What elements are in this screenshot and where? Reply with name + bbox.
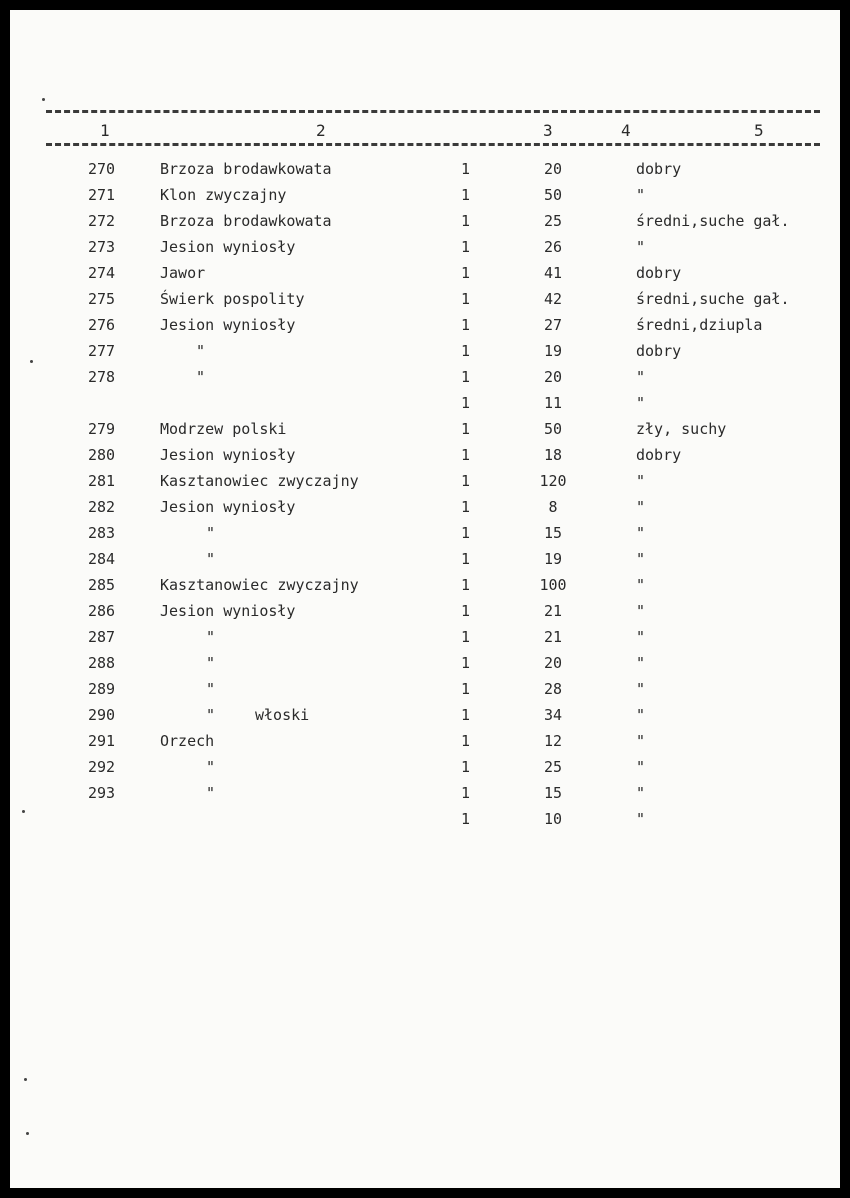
quantity: 1 [461, 290, 471, 308]
row-number: 292 [88, 758, 116, 776]
circumference: 28 [543, 680, 563, 698]
condition: " [636, 654, 646, 672]
quantity: 1 [461, 706, 471, 724]
quantity: 1 [461, 160, 471, 178]
circumference: 8 [548, 498, 558, 516]
table-row [10, 654, 840, 680]
species-name: Brzoza brodawkowata [160, 212, 332, 230]
species-name: " [206, 654, 216, 672]
circumference: 50 [543, 186, 563, 204]
row-number: 270 [88, 160, 116, 178]
circumference: 20 [543, 654, 563, 672]
scan-speck [30, 360, 33, 363]
quantity: 1 [461, 472, 471, 490]
column-number-3: 3 [540, 121, 556, 140]
table-row [10, 498, 840, 524]
condition: " [636, 810, 646, 828]
condition: " [636, 238, 646, 256]
species-name: " [206, 784, 216, 802]
quantity: 1 [461, 524, 471, 542]
column-number-5: 5 [751, 121, 767, 140]
table-row [10, 368, 840, 394]
row-number: 274 [88, 264, 116, 282]
quantity: 1 [461, 238, 471, 256]
species-name: " [206, 628, 216, 646]
row-number: 285 [88, 576, 116, 594]
quantity: 1 [461, 810, 471, 828]
species-name: Jawor [160, 264, 206, 282]
row-number: 282 [88, 498, 116, 516]
table-row [10, 550, 840, 576]
row-number: 276 [88, 316, 116, 334]
row-number: 293 [88, 784, 116, 802]
document-page [10, 10, 840, 1188]
circumference: 26 [543, 238, 563, 256]
condition: " [636, 602, 646, 620]
circumference: 20 [543, 368, 563, 386]
row-number: 279 [88, 420, 116, 438]
circumference: 20 [543, 160, 563, 178]
condition: " [636, 706, 646, 724]
quantity: 1 [461, 550, 471, 568]
species-name: Modrzew polski [160, 420, 287, 438]
condition: dobry [636, 160, 682, 178]
condition: " [636, 550, 646, 568]
circumference: 120 [539, 472, 567, 490]
table-row [10, 576, 840, 602]
circumference: 21 [543, 602, 563, 620]
row-number: 277 [88, 342, 116, 360]
condition: " [636, 680, 646, 698]
species-name: " [206, 758, 216, 776]
table-row [10, 420, 840, 446]
condition: " [636, 628, 646, 646]
quantity: 1 [461, 576, 471, 594]
circumference: 15 [543, 524, 563, 542]
scan-speck [22, 810, 25, 813]
table-row [10, 732, 840, 758]
table-row [10, 394, 840, 420]
table-row [10, 628, 840, 654]
species-name: " [206, 706, 216, 724]
condition: " [636, 732, 646, 750]
condition: " [636, 524, 646, 542]
quantity: 1 [461, 264, 471, 282]
quantity: 1 [461, 342, 471, 360]
condition: " [636, 758, 646, 776]
scan-speck [26, 1132, 29, 1135]
species-name: Brzoza brodawkowata [160, 160, 332, 178]
condition: " [636, 368, 646, 386]
row-number: 286 [88, 602, 116, 620]
quantity: 1 [461, 316, 471, 334]
condition: " [636, 472, 646, 490]
condition: " [636, 394, 646, 412]
species-name: Jesion wyniosły [160, 316, 296, 334]
condition: zły, suchy [636, 420, 727, 438]
circumference: 50 [543, 420, 563, 438]
table-row [10, 810, 840, 836]
table-row [10, 758, 840, 784]
species-name: Kasztanowiec zwyczajny [160, 576, 359, 594]
quantity: 1 [461, 420, 471, 438]
species-name: Świerk pospolity [160, 290, 305, 308]
table-row [10, 264, 840, 290]
circumference: 19 [543, 550, 563, 568]
quantity: 1 [461, 680, 471, 698]
circumference: 25 [543, 212, 563, 230]
table-row [10, 316, 840, 342]
quantity: 1 [461, 784, 471, 802]
circumference: 18 [543, 446, 563, 464]
row-number: 289 [88, 680, 116, 698]
condition: średni,suche gał. [636, 212, 790, 230]
quantity: 1 [461, 446, 471, 464]
row-number: 284 [88, 550, 116, 568]
condition: " [636, 784, 646, 802]
circumference: 25 [543, 758, 563, 776]
row-number: 281 [88, 472, 116, 490]
species-name: Jesion wyniosły [160, 446, 296, 464]
table-row [10, 212, 840, 238]
quantity: 1 [461, 212, 471, 230]
table-row [10, 472, 840, 498]
row-number: 275 [88, 290, 116, 308]
species-name: " [196, 368, 206, 386]
species-name: Jesion wyniosły [160, 238, 296, 256]
table-row [10, 680, 840, 706]
quantity: 1 [461, 394, 471, 412]
quantity: 1 [461, 186, 471, 204]
species-name: " [206, 680, 216, 698]
row-number: 291 [88, 732, 116, 750]
quantity: 1 [461, 758, 471, 776]
quantity: 1 [461, 602, 471, 620]
species-name: Jesion wyniosły [160, 602, 296, 620]
species-name: " [196, 342, 206, 360]
row-number: 287 [88, 628, 116, 646]
condition: " [636, 186, 646, 204]
circumference: 19 [543, 342, 563, 360]
row-number: 273 [88, 238, 116, 256]
row-number: 278 [88, 368, 116, 386]
table-row [10, 186, 840, 212]
condition: " [636, 576, 646, 594]
condition: średni,suche gał. [636, 290, 790, 308]
condition: średni,dziupla [636, 316, 763, 334]
scan-speck [24, 1078, 27, 1081]
circumference: 21 [543, 628, 563, 646]
column-number-2: 2 [313, 121, 329, 140]
condition: " [636, 498, 646, 516]
species-name: Jesion wyniosły [160, 498, 296, 516]
table-row [10, 784, 840, 810]
species-name: " [206, 550, 216, 568]
circumference: 27 [543, 316, 563, 334]
table-row [10, 238, 840, 264]
condition: dobry [636, 446, 682, 464]
row-number: 283 [88, 524, 116, 542]
circumference: 10 [543, 810, 563, 828]
quantity: 1 [461, 628, 471, 646]
column-number-1: 1 [97, 121, 113, 140]
circumference: 11 [543, 394, 563, 412]
circumference: 12 [543, 732, 563, 750]
table-row [10, 290, 840, 316]
row-number: 280 [88, 446, 116, 464]
row-number: 288 [88, 654, 116, 672]
row-number: 271 [88, 186, 116, 204]
species-name-suffix: włoski [255, 706, 310, 724]
species-name: Kasztanowiec zwyczajny [160, 472, 359, 490]
table-row [10, 602, 840, 628]
circumference: 34 [543, 706, 563, 724]
circumference: 100 [539, 576, 567, 594]
species-name: Orzech [160, 732, 215, 750]
scan-speck [42, 98, 45, 101]
row-number: 272 [88, 212, 116, 230]
circumference: 41 [543, 264, 563, 282]
header-rule-bottom [46, 143, 820, 146]
table-row [10, 342, 840, 368]
row-number: 290 [88, 706, 116, 724]
quantity: 1 [461, 498, 471, 516]
table-row [10, 446, 840, 472]
circumference: 15 [543, 784, 563, 802]
condition: dobry [636, 264, 682, 282]
circumference: 42 [543, 290, 563, 308]
header-rule-top [46, 110, 820, 113]
species-name: " [206, 524, 216, 542]
species-name: Klon zwyczajny [160, 186, 287, 204]
table-row [10, 706, 840, 732]
condition: dobry [636, 342, 682, 360]
table-row [10, 524, 840, 550]
quantity: 1 [461, 368, 471, 386]
table-row [10, 160, 840, 186]
quantity: 1 [461, 654, 471, 672]
quantity: 1 [461, 732, 471, 750]
column-number-4: 4 [618, 121, 634, 140]
